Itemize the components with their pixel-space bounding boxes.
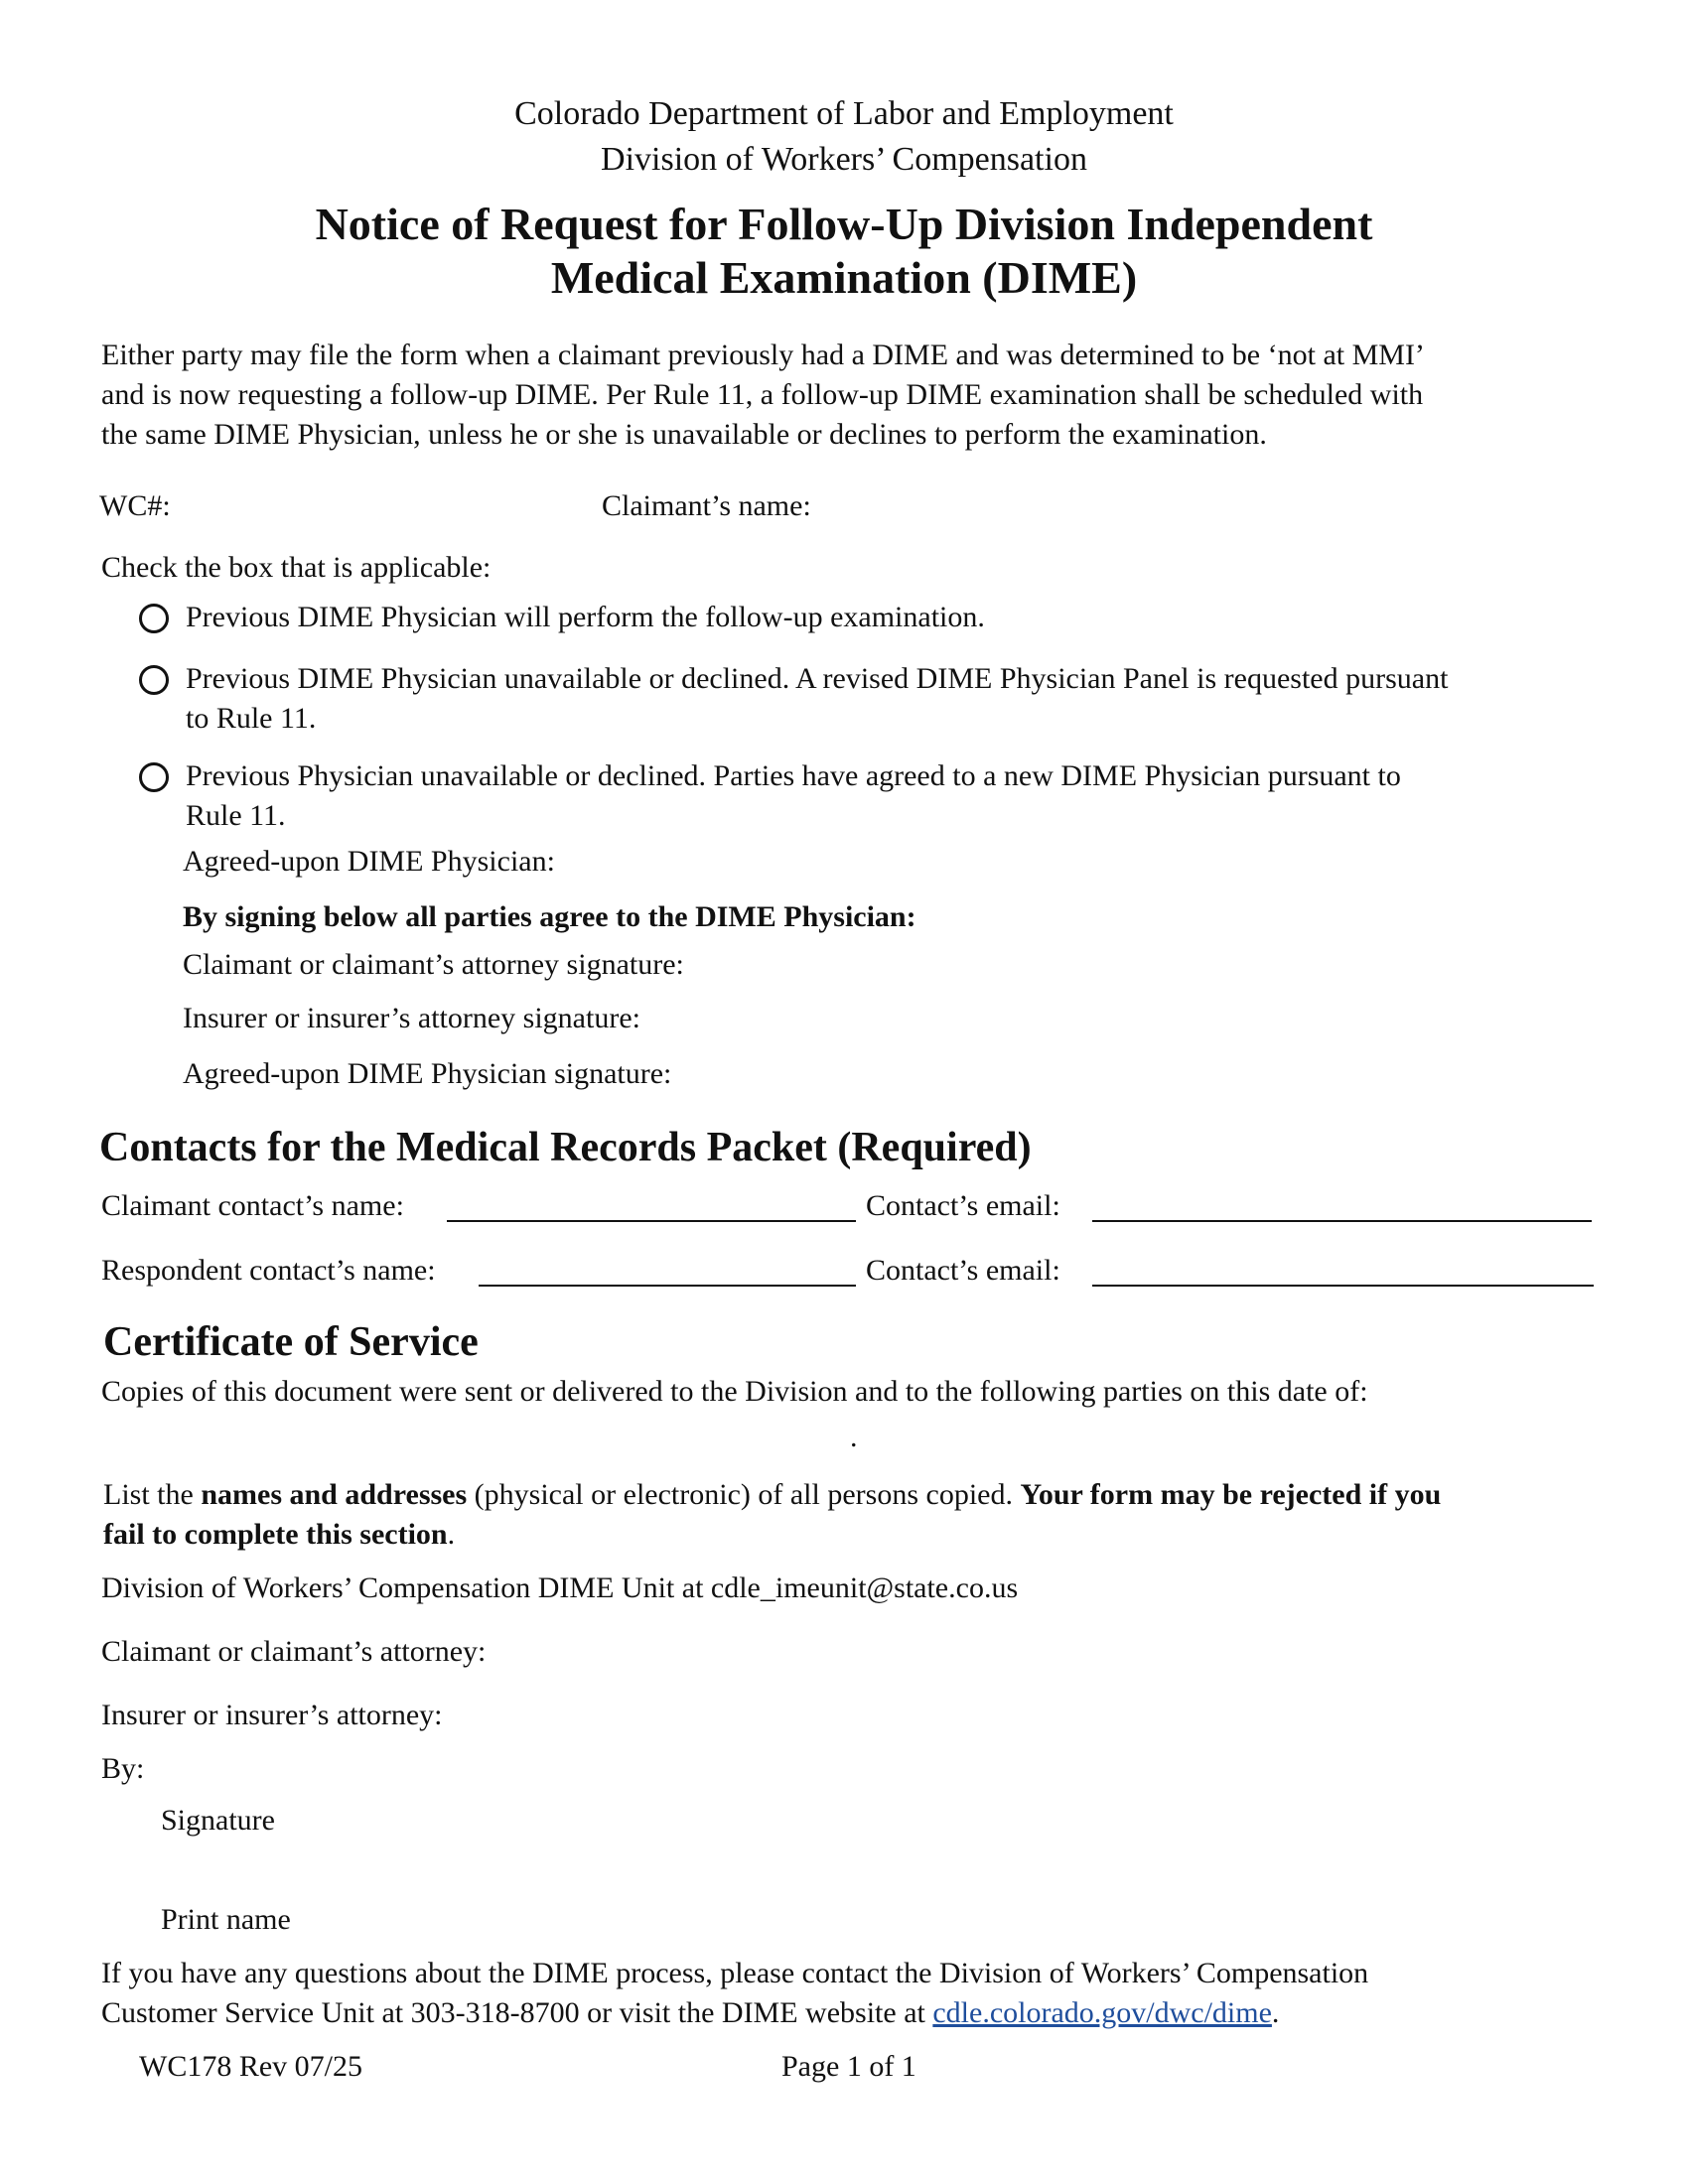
list-instruction-line-2 — [103, 1515, 455, 1555]
option-1-label: Previous DIME Physician will perform the follow-up examination. — [186, 601, 985, 633]
list-instruction-text: List the — [103, 1478, 202, 1511]
service-date-input[interactable] — [298, 1418, 854, 1457]
claimant-signature-input[interactable] — [745, 945, 1595, 985]
claimant-email-label: Contact’s email: — [866, 1189, 1060, 1222]
wc-number-input[interactable] — [175, 486, 572, 526]
division-name: Division of Workers’ Compensation — [601, 141, 1087, 178]
option-2-label-line-1: Previous DIME Physician unavailable or declined. A revised DIME Physician Panel is requested pursuant — [186, 662, 1449, 695]
questions-line-2 — [101, 1993, 1279, 2033]
list-instruction-text-2: (physical or electronic) of all persons copied. — [467, 1478, 1021, 1511]
dime-unit-line: Division of Workers’ Compensation DIME Unit at cdle_imeunit@state.co.us — [101, 1571, 1019, 1604]
intro-line-1: Either party may file the form when a claimant previously had a DIME and was determined to be ‘not at MMI’ — [101, 339, 1425, 371]
copies-text: Copies of this document were sent or delivered to the Division and to the following parties on this date of: — [101, 1375, 1368, 1408]
claimant-attorney-label: Claimant or claimant’s attorney: — [101, 1635, 487, 1668]
department-name: Colorado Department of Labor and Employment — [514, 95, 1174, 132]
intro-line-2: and is now requesting a follow-up DIME. Per Rule 11, a follow-up DIME examination shall be scheduled with — [101, 378, 1424, 411]
respondent-contact-line[interactable] — [479, 1285, 856, 1287]
options-prompt: Check the box that is applicable: — [101, 551, 492, 584]
rejection-warning-2: fail to complete this section — [103, 1518, 448, 1551]
questions-text: Customer Service Unit at 303-318-8700 or visit the DIME website at — [101, 1996, 933, 2029]
signature-input[interactable] — [161, 1749, 856, 1799]
claimant-name-label: Claimant’s name: — [602, 489, 811, 522]
agree-statement: By signing below all parties agree to the DIME Physician: — [183, 900, 916, 933]
print-name-input[interactable] — [161, 1848, 856, 1898]
claimant-attorney-input[interactable] — [536, 1632, 1595, 1672]
contacts-heading: Contacts for the Medical Records Packet (Required) — [99, 1125, 1032, 1170]
service-date-period: . — [850, 1421, 858, 1453]
insurer-attorney-label: Insurer or insurer’s attorney: — [101, 1699, 443, 1731]
form-title-line-1: Notice of Request for Follow-Up Division Independent — [315, 199, 1373, 249]
questions-line-1: If you have any questions about the DIME process, please contact the Division of Workers’ Compensation — [101, 1957, 1369, 1989]
list-instruction-bold: names and addresses — [201, 1478, 468, 1511]
insurer-signature-input[interactable] — [695, 999, 1595, 1038]
by-label: By: — [101, 1752, 145, 1785]
respondent-email-line[interactable] — [1092, 1285, 1594, 1287]
rejection-warning: Your form may be rejected if you — [1020, 1478, 1442, 1511]
form-title-line-2: Medical Examination (DIME) — [550, 252, 1138, 303]
claimant-signature-label: Claimant or claimant’s attorney signature: — [183, 948, 684, 981]
option-2-radio[interactable] — [139, 665, 169, 695]
claimant-contact-label: Claimant contact’s name: — [101, 1189, 404, 1222]
physician-signature-input[interactable] — [730, 1054, 1595, 1094]
option-1-radio[interactable] — [139, 604, 169, 633]
dime-website-link[interactable]: cdle.colorado.gov/dwc/dime — [932, 1996, 1272, 2029]
list-instruction-period: . — [447, 1518, 456, 1551]
print-name-label: Print name — [161, 1903, 291, 1936]
option-3-label-line-2: Rule 11. — [186, 799, 286, 832]
list-instruction-line-1 — [103, 1475, 1441, 1515]
claimant-contact-line[interactable] — [447, 1220, 856, 1222]
option-3-radio[interactable] — [139, 762, 169, 792]
insurer-signature-label: Insurer or insurer’s attorney signature: — [183, 1002, 640, 1034]
page-number: Page 1 of 1 — [781, 2050, 916, 2083]
respondent-contact-label: Respondent contact’s name: — [101, 1254, 436, 1287]
agreed-physician-input[interactable] — [602, 842, 1595, 882]
form-id: WC178 Rev 07/25 — [139, 2050, 362, 2083]
questions-period: . — [1271, 1996, 1280, 2029]
respondent-email-label: Contact’s email: — [866, 1254, 1060, 1287]
option-3-label-line-1: Previous Physician unavailable or declined. Parties have agreed to a new DIME Physician pursuant to — [186, 759, 1401, 792]
physician-signature-label: Agreed-upon DIME Physician signature: — [183, 1057, 672, 1090]
insurer-attorney-input[interactable] — [487, 1696, 1595, 1735]
claimant-name-input[interactable] — [839, 486, 1594, 526]
certificate-heading: Certificate of Service — [103, 1319, 479, 1365]
claimant-email-line[interactable] — [1092, 1220, 1592, 1222]
signature-label: Signature — [161, 1804, 275, 1837]
option-2-label-line-2: to Rule 11. — [186, 702, 317, 735]
agreed-physician-label: Agreed-upon DIME Physician: — [183, 845, 555, 878]
wc-number-label: WC#: — [99, 489, 171, 522]
intro-line-3: the same DIME Physician, unless he or she is unavailable or declines to perform the examination. — [101, 418, 1267, 451]
